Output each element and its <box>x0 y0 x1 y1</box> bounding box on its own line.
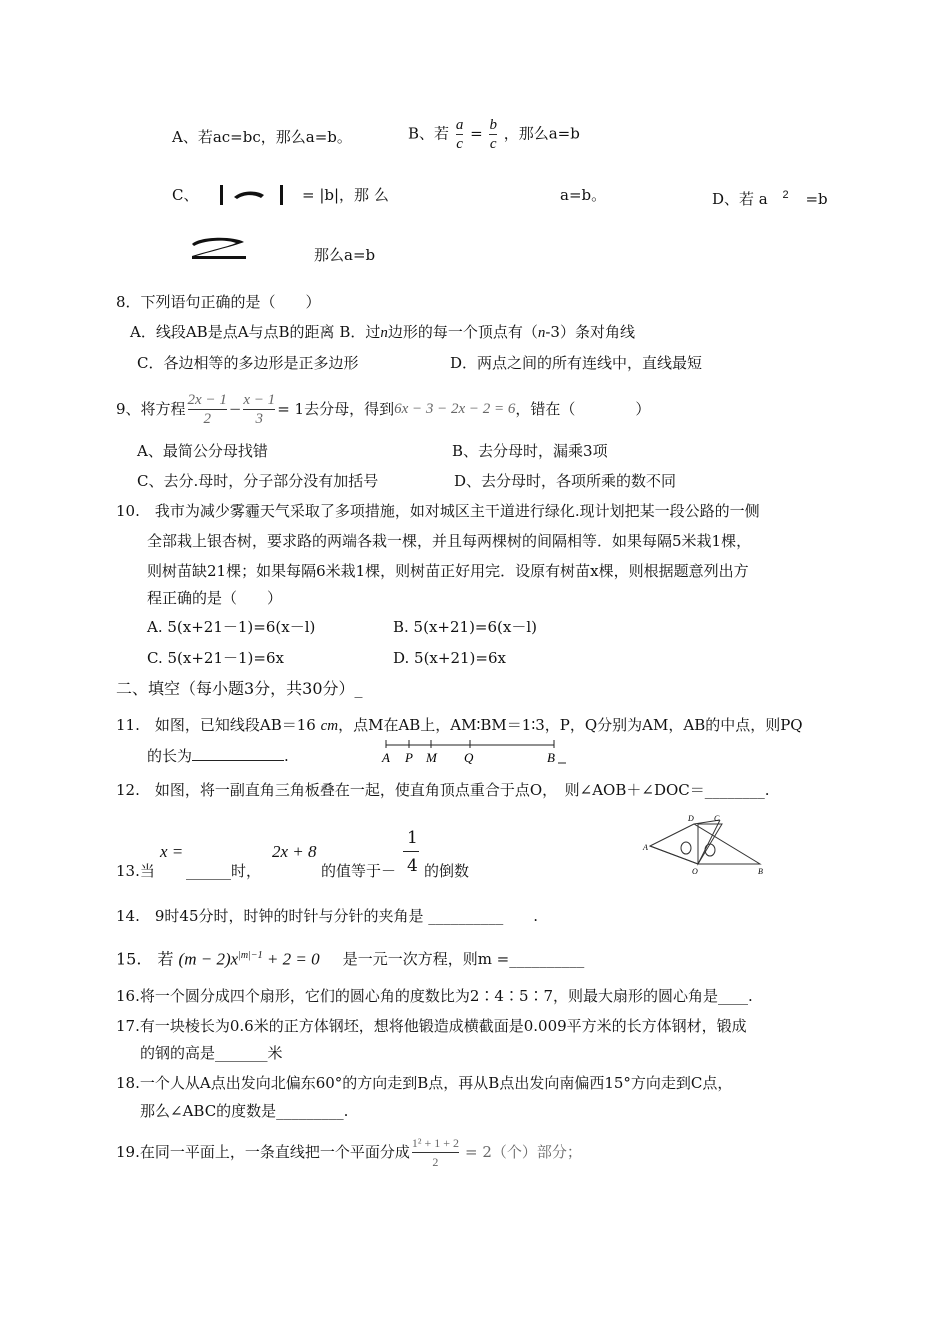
q15-line: 15. 若 $(m - 2)x^{|m|-1} + 2 = 0$ 是一元一次方程，则m =__________ <box>116 949 585 969</box>
q10-option-d: D. 5(x+21)=6x <box>393 649 506 667</box>
q17-line-1: 17.有一块棱长为0.6米的正方体钢坯，想将他锻造成横截面是0.009平方米的长方体钢材，锻成 <box>116 1017 747 1035</box>
q10-line-2: 全部栽上银杏树，要求路的两端各栽一棵，并且每两棵树的间隔相等．如果每隔5米栽1棵， <box>147 532 752 550</box>
q7-option-d-line2: 那么a=b <box>314 246 376 264</box>
label-m: M <box>426 750 437 765</box>
q7-option-c-label: C、 <box>172 186 199 204</box>
label-b: B <box>547 750 555 765</box>
q13-x-eq: x = <box>160 842 184 861</box>
q8-options-ab: A．线段AB是点A与点B的距离 B．过n边形的每一个顶点有（n-3）条对角线 <box>130 323 635 341</box>
q7-option-d: D、若 a $^2$ =b <box>712 189 828 208</box>
q13-frac-num: 1 <box>407 828 418 848</box>
fraction-x-1-over-3: $\frac{x - 1}{3}$ <box>243 391 276 427</box>
q9-stem: 9、将方程 $\frac{2x - 1}{2}$ − $\frac{x - 1}{3}$ = 1去分母，得到 6x − 3 − 2x − 2 = 6 ，错在（ ） <box>116 391 651 427</box>
q19-line: 19.在同一平面上，一条直线把一个平面分成 $\frac{\text{1² + 1 + 2}}{2}$ = 2（个）部分； <box>116 1135 582 1169</box>
q13-frac-den: 4 <box>407 856 418 876</box>
fraction-q19: $\frac{\text{1² + 1 + 2}}{2}$ <box>411 1135 459 1169</box>
fraction-a-over-c: $\frac{a}{c}$ <box>455 117 464 152</box>
q7-option-c-mid: = |b|，那 么 <box>302 186 389 204</box>
label-q: Q <box>464 750 474 765</box>
q10-option-a: A. 5(x+21－1)=6(x－l) <box>147 618 316 636</box>
fraction-2x-1-over-2: $\frac{2x - 1}{2}$ <box>187 391 227 427</box>
q18-line-2: 那么∠ABC的度数是_________. <box>140 1102 349 1120</box>
q9-option-a: A、最简公分母找错 <box>137 442 268 460</box>
q10-line-4: 程正确的是（ ） <box>147 589 283 607</box>
q9-option-d: D、去分母时，各项所乘的数不同 <box>454 472 677 490</box>
q13-expression: 2x + 8 <box>272 842 317 861</box>
q13-mid-1: ______时， <box>186 862 262 880</box>
q8-option-d: D．两点之间的所有连线中，直线最短 <box>450 354 703 372</box>
q12-text: 12. 如图，将一副直角三角板叠在一起，使直角顶点重合于点O， 则∠AOB＋∠DOC＝________. <box>116 781 770 799</box>
q13-mid-2: 的值等于－ <box>321 862 397 880</box>
big-2-glyph <box>186 234 252 262</box>
q13-suffix: 的倒数 <box>424 862 470 880</box>
section-2-heading: 二、填空（每小题3分，共30分）_ <box>116 679 363 698</box>
q10-line-1: 10. 我市为减少雾霾天气采取了多项措施，如对城区主干道进行绿化.现计划把某一段公路的一侧 <box>116 502 760 520</box>
q17-line-2: 的钢的高是_______米 <box>140 1044 283 1062</box>
label-p: P <box>405 750 413 765</box>
svg-text:B: B <box>758 867 763 876</box>
q11-line-1: 11. 如图，已知线段AB＝16 cm，点M在AB上，AM∶BM＝1∶3，P，Q分别为AM，AB的中点，则PQ <box>116 716 803 734</box>
q10-option-b: B. 5(x+21)=6(x－l) <box>393 618 537 636</box>
q9-option-c: C、去分.母时，分子部分没有加括号 <box>137 472 379 490</box>
svg-text:C: C <box>714 814 720 823</box>
q11-line-2: 的长为 . <box>147 747 289 765</box>
q7-option-a: A、若ac=bc，那么a=b。 <box>172 128 352 146</box>
q16-text: 16.将一个圆分成四个扇形，它们的圆心角的度数比为2∶4∶5∶7，则最大扇形的圆心角是____. <box>116 987 753 1005</box>
fraction-b-over-c: $\frac{b}{c}$ <box>489 117 497 152</box>
q11-segment-diagram <box>378 737 573 769</box>
svg-text:A: A <box>643 843 648 852</box>
abs-a-glyph <box>216 182 291 208</box>
q13-prefix: 13.当 <box>116 862 155 880</box>
q12-triangle-diagram <box>640 812 775 882</box>
svg-text:O: O <box>692 867 698 876</box>
label-a: A <box>382 750 390 765</box>
q7-option-c-end: a=b。 <box>560 186 607 204</box>
q7-option-b: B、若 $\frac{a}{c}$ = $\frac{b}{c}$ ，那么a=b <box>408 117 580 152</box>
q8-option-c: C．各边相等的多边形是正多边形 <box>137 354 359 372</box>
q18-line-1: 18.一个人从A点出发向北偏东60°的方向走到B点，再从B点出发向南偏西15°方向走到C点， <box>116 1074 733 1092</box>
q8-stem: 8．下列语句正确的是（ ） <box>116 293 321 311</box>
q9-option-b: B、去分母时，漏乘3项 <box>452 442 608 460</box>
q14-text: 14. 9时45分时，时钟的时针与分针的夹角是 __________ . <box>116 907 539 925</box>
q10-line-3: 则树苗缺21棵；如果每隔6米栽1棵，则树苗正好用完．设原有树苗x棵，则根据题意列出方 <box>147 562 749 580</box>
svg-text:D: D <box>688 814 694 823</box>
q10-option-c: C. 5(x+21－1)=6x <box>147 649 284 667</box>
q13-frac-bar <box>403 851 419 852</box>
